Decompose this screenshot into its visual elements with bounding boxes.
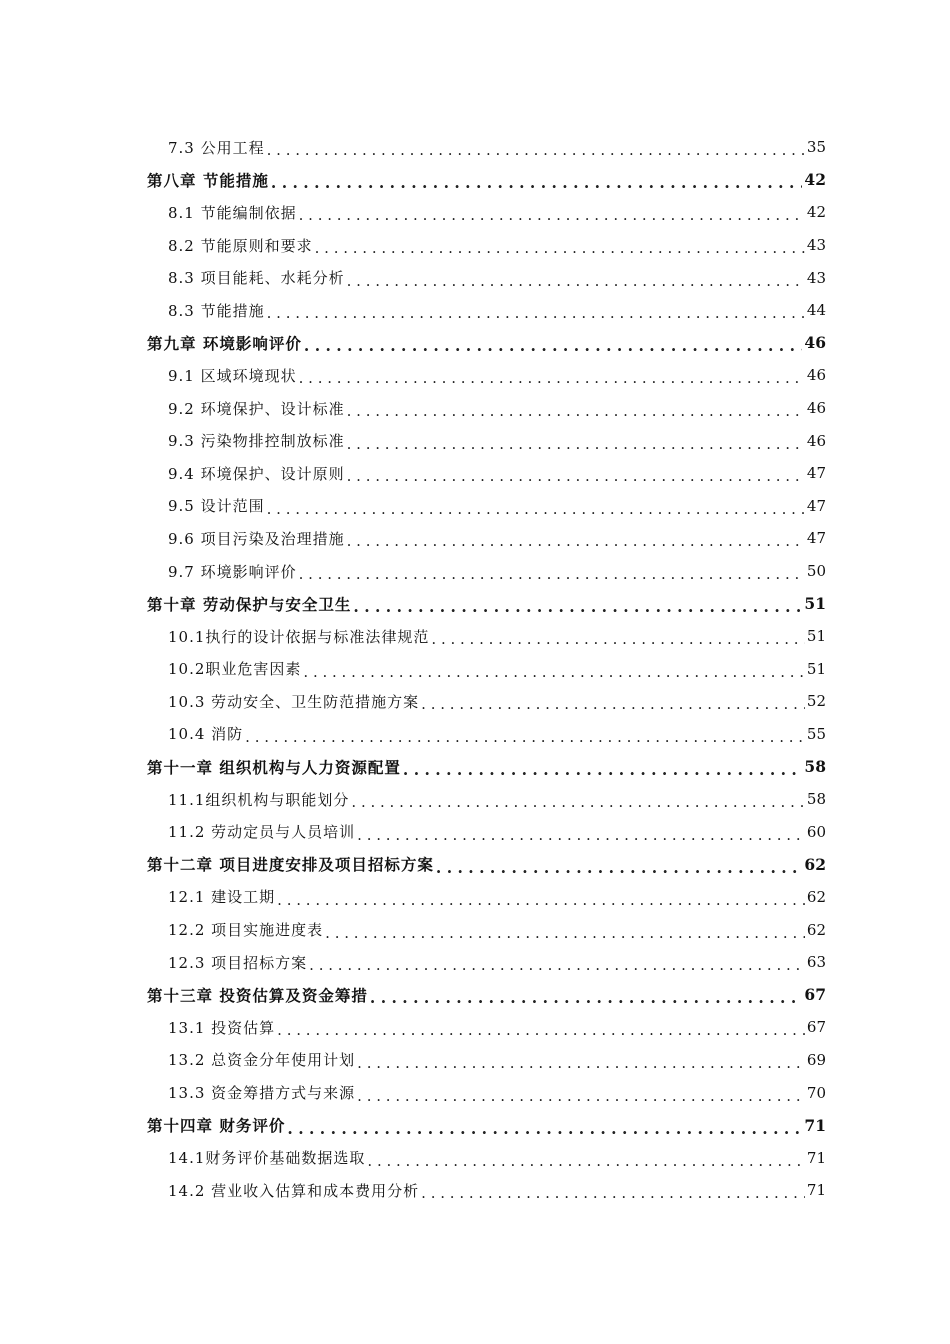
toc-entry-title: 12.1 建设工期 — [168, 888, 276, 907]
toc-entry-title: 14.1财务评价基础数据选取 — [168, 1149, 366, 1168]
toc-dot-leader — [347, 402, 805, 420]
toc-page-number: 43 — [806, 236, 826, 255]
toc-entry-title: 10.1执行的设计依据与标准法律规范 — [168, 627, 430, 646]
toc-entry-title: 8.1 节能编制依据 — [168, 203, 297, 222]
toc-dot-leader — [351, 793, 805, 811]
toc-entry-title: 11.1组织机构与职能划分 — [168, 790, 350, 809]
toc-section-entry[interactable] — [0, 131, 950, 164]
toc-page-number: 50 — [806, 562, 826, 581]
toc-dot-leader — [299, 369, 805, 387]
toc-page-number: 35 — [806, 138, 826, 157]
toc-entry-title: 第十一章 组织机构与人力资源配置 — [147, 757, 401, 777]
toc-dot-leader — [357, 1054, 805, 1072]
toc-section-entry[interactable] — [0, 685, 950, 718]
toc-section-entry[interactable] — [0, 620, 950, 653]
toc-dot-leader — [267, 304, 805, 322]
toc-dot-leader — [431, 630, 805, 648]
toc-entry-title: 9.2 环境保护、设计标准 — [168, 399, 345, 418]
toc-entry-title: 7.3 公用工程 — [168, 138, 265, 157]
toc-section-entry[interactable] — [0, 392, 950, 425]
toc-dot-leader — [299, 206, 805, 224]
toc-page-number: 47 — [806, 496, 826, 515]
toc-section-entry[interactable] — [0, 229, 950, 262]
toc-entry-title: 13.1 投资估算 — [168, 1018, 276, 1037]
toc-section-entry[interactable] — [0, 457, 950, 490]
toc-section-entry[interactable] — [0, 946, 950, 979]
toc-page-number: 70 — [806, 1083, 826, 1102]
toc-page-number: 62 — [804, 854, 826, 874]
toc-dot-leader — [357, 1087, 805, 1105]
toc-entry-title: 9.3 污染物排控制放标准 — [168, 432, 345, 451]
toc-dot-leader — [436, 858, 803, 877]
toc-dot-leader — [315, 239, 805, 257]
toc-entry-title: 9.6 项目污染及治理措施 — [168, 529, 345, 548]
toc-dot-leader — [421, 695, 805, 713]
toc-section-entry[interactable] — [0, 783, 950, 816]
toc-entry-title: 13.3 资金筹措方式与来源 — [168, 1084, 356, 1103]
toc-page-number: 42 — [804, 170, 826, 190]
toc-section-entry[interactable] — [0, 718, 950, 751]
toc-entry-title: 12.3 项目招标方案 — [168, 953, 308, 972]
toc-section-entry[interactable] — [0, 522, 950, 555]
toc-page-number: 62 — [806, 887, 826, 906]
toc-dot-leader — [347, 532, 805, 550]
toc-entry-title: 13.2 总资金分年使用计划 — [168, 1051, 356, 1070]
toc-page-number: 44 — [806, 301, 826, 320]
toc-dot-leader — [367, 1152, 805, 1170]
toc-page-number: 67 — [804, 985, 826, 1005]
toc-dot-leader — [347, 272, 805, 290]
toc-entry-title: 第十三章 投资估算及资金筹措 — [147, 985, 368, 1005]
toc-dot-leader — [325, 924, 805, 942]
toc-section-entry[interactable] — [0, 1076, 950, 1109]
toc-entry-title: 11.2 劳动定员与人员培训 — [168, 823, 356, 842]
toc-page-number: 51 — [804, 594, 826, 614]
toc-entry-title: 第十四章 财务评价 — [147, 1116, 286, 1136]
toc-entry-title: 第十二章 项目进度安排及项目招标方案 — [147, 855, 434, 875]
toc-section-entry[interactable] — [0, 881, 950, 914]
toc-page-number: 51 — [806, 627, 826, 646]
toc-page-number: 58 — [806, 790, 826, 809]
toc-dot-leader — [353, 597, 802, 616]
toc-entry-title: 8.3 项目能耗、水耗分析 — [168, 269, 345, 288]
toc-dot-leader — [277, 891, 805, 909]
toc-dot-leader — [299, 565, 805, 583]
toc-dot-leader — [357, 826, 805, 844]
toc-entry-title: 8.2 节能原则和要求 — [168, 236, 313, 255]
toc-entry-title: 8.3 节能措施 — [168, 301, 265, 320]
toc-section-entry[interactable] — [0, 196, 950, 229]
toc-dot-leader — [347, 435, 805, 453]
toc-dot-leader — [245, 728, 805, 746]
toc-section-entry[interactable] — [0, 815, 950, 848]
toc-entry-title: 12.2 项目实施进度表 — [168, 921, 324, 940]
toc-chapter-entry[interactable] — [0, 750, 950, 783]
toc-page-number: 62 — [806, 920, 826, 939]
toc-dot-leader — [271, 173, 803, 192]
toc-section-entry[interactable] — [0, 424, 950, 457]
toc-page-number: 51 — [806, 659, 826, 678]
toc-entry-title: 9.7 环境影响评价 — [168, 562, 297, 581]
toc-dot-leader — [267, 141, 805, 159]
toc-section-entry[interactable] — [0, 1141, 950, 1174]
toc-page-number: 52 — [806, 692, 826, 711]
toc-page-number: 71 — [806, 1181, 826, 1200]
toc-chapter-entry[interactable] — [0, 587, 950, 620]
toc-page-number: 46 — [806, 431, 826, 450]
toc-page-number: 46 — [804, 333, 826, 353]
toc-entry-title: 10.3 劳动安全、卫生防范措施方案 — [168, 692, 420, 711]
toc-section-entry[interactable] — [0, 490, 950, 523]
toc-section-entry[interactable] — [0, 913, 950, 946]
toc-page-number: 46 — [806, 366, 826, 385]
toc-page-number: 55 — [806, 724, 826, 743]
toc-dot-leader — [304, 336, 803, 355]
toc-page-number: 43 — [806, 268, 826, 287]
toc-section-entry[interactable] — [0, 653, 950, 686]
toc-entry-title: 9.5 设计范围 — [168, 497, 265, 516]
toc-page-number: 46 — [806, 399, 826, 418]
toc-page-number: 47 — [806, 529, 826, 548]
toc-entry-title: 第九章 环境影响评价 — [147, 333, 302, 353]
toc-dot-leader — [287, 1119, 802, 1138]
toc-page-number: 71 — [806, 1148, 826, 1167]
toc-dot-leader — [347, 467, 805, 485]
toc-section-entry[interactable] — [0, 1174, 950, 1207]
toc-chapter-entry[interactable] — [0, 164, 950, 197]
toc-chapter-entry[interactable] — [0, 978, 950, 1011]
toc-dot-leader — [370, 988, 803, 1007]
toc-section-entry[interactable] — [0, 555, 950, 588]
toc-page-number: 60 — [806, 822, 826, 841]
toc-chapter-entry[interactable] — [0, 848, 950, 881]
toc-dot-leader — [309, 956, 805, 974]
toc-entry-title: 9.1 区域环境现状 — [168, 366, 297, 385]
toc-dot-leader — [267, 500, 805, 518]
table-of-contents — [0, 131, 950, 1207]
toc-dot-leader — [403, 760, 803, 779]
toc-page-number: 42 — [806, 203, 826, 222]
toc-chapter-entry[interactable] — [0, 1109, 950, 1142]
toc-section-entry[interactable] — [0, 359, 950, 392]
toc-chapter-entry[interactable] — [0, 327, 950, 360]
toc-entry-title: 10.2职业危害因素 — [168, 660, 302, 679]
toc-section-entry[interactable] — [0, 294, 950, 327]
toc-dot-leader — [303, 663, 805, 681]
toc-page-number: 69 — [806, 1050, 826, 1069]
toc-entry-title: 第八章 节能措施 — [147, 170, 269, 190]
toc-entry-title: 14.2 营业收入估算和成本费用分析 — [168, 1181, 420, 1200]
toc-entry-title: 10.4 消防 — [168, 725, 244, 744]
toc-page-number: 71 — [804, 1115, 826, 1135]
toc-section-entry[interactable] — [0, 261, 950, 294]
toc-section-entry[interactable] — [0, 1044, 950, 1077]
toc-dot-leader — [421, 1184, 805, 1202]
toc-page-number: 58 — [804, 757, 826, 777]
toc-page-number: 67 — [806, 1018, 826, 1037]
toc-page-number: 47 — [806, 464, 826, 483]
toc-page-number: 63 — [806, 953, 826, 972]
toc-entry-title: 第十章 劳动保护与安全卫生 — [147, 594, 352, 614]
toc-section-entry[interactable] — [0, 1011, 950, 1044]
toc-dot-leader — [277, 1021, 805, 1039]
toc-entry-title: 9.4 环境保护、设计原则 — [168, 464, 345, 483]
